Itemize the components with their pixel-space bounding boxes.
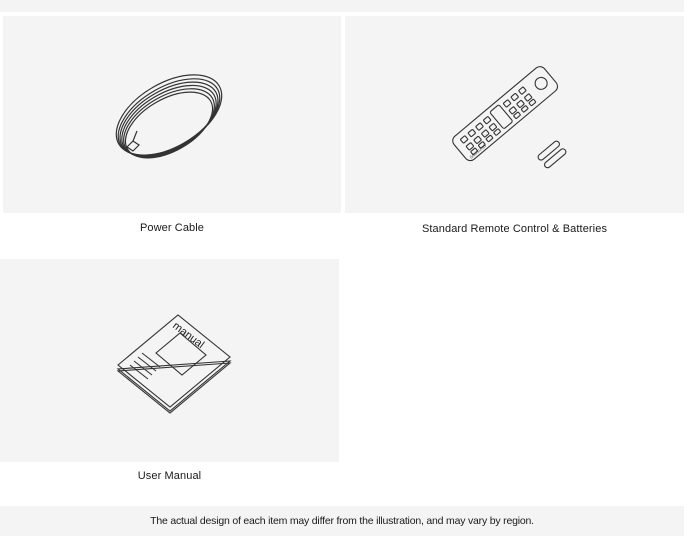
remote-control-label: Standard Remote Control & Batteries (421, 223, 608, 235)
disclaimer-bar (0, 506, 684, 536)
remote-brand-text: SAMSUNG (467, 142, 487, 160)
remote-control-icon (445, 55, 585, 175)
power-cable-label: Power Cable (139, 222, 205, 234)
remote-control-image (345, 16, 684, 213)
manual-icon (100, 301, 240, 421)
power-cable-icon (107, 55, 237, 175)
user-manual-label: User Manual (137, 470, 202, 482)
top-strip (0, 0, 684, 12)
user-manual-image (0, 259, 339, 462)
manual-cover-text: manual (169, 319, 206, 351)
disclaimer-text: The actual design of each item may differ from the illustration, and may vary by region. (150, 515, 534, 527)
power-cable-image (3, 16, 341, 213)
